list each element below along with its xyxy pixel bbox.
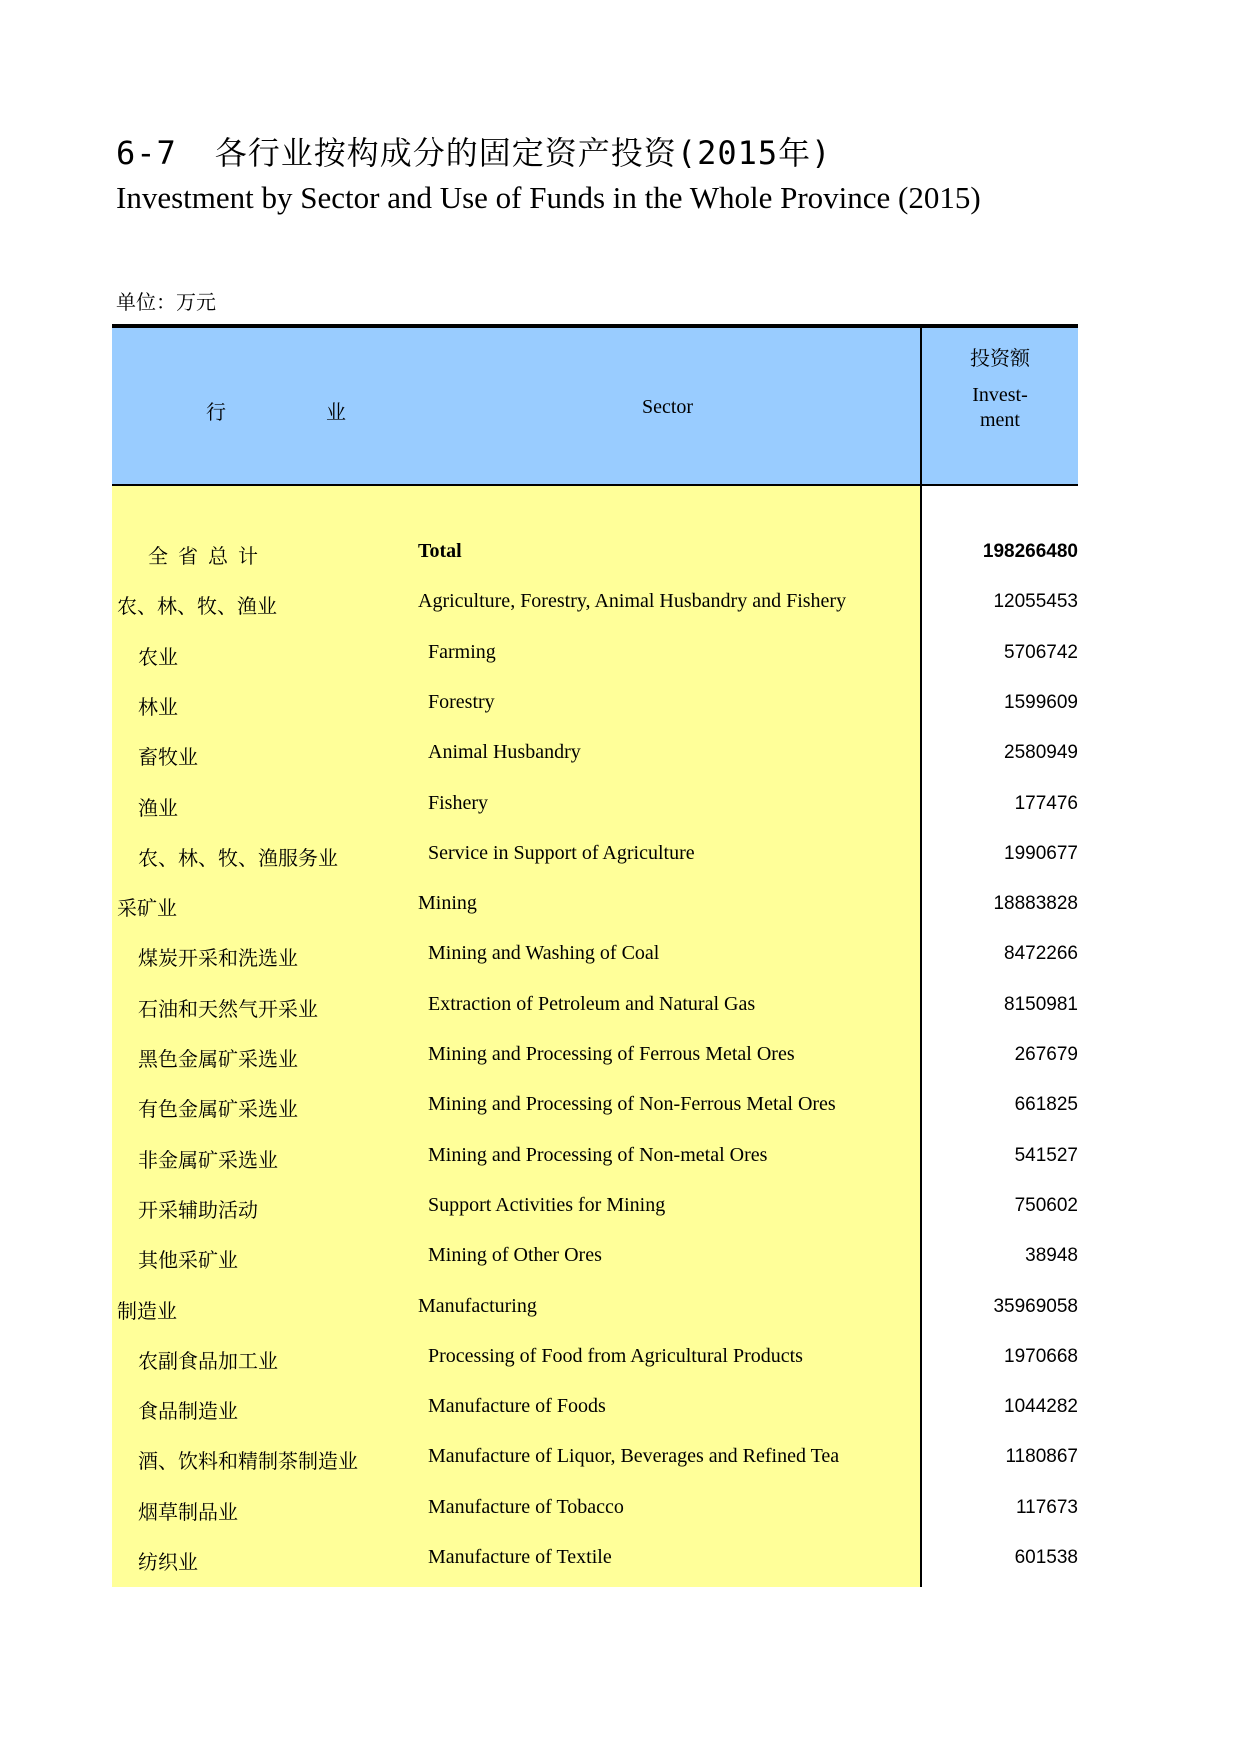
row-investment-value: 1970668	[1004, 1345, 1078, 1367]
row-investment-value: 1990677	[1004, 842, 1078, 864]
row-sector-en: Manufacture of Liquor, Beverages and Refined Tea	[428, 1445, 840, 1468]
header-sector-zh-char1: 行	[206, 400, 226, 424]
row-sector-en: Processing of Food from Agricultural Products	[428, 1344, 803, 1367]
row-investment-value: 5706742	[1004, 641, 1078, 663]
row-sector-en: Fishery	[428, 791, 488, 814]
table-row	[112, 1085, 1078, 1125]
row-investment-value: 1599609	[1004, 691, 1078, 713]
row-sector-zh: 全省总计	[148, 544, 268, 568]
row-sector-en: Manufacture of Tobacco	[428, 1495, 624, 1518]
table-row	[112, 683, 1078, 723]
row-sector-zh: 农、林、牧、渔服务业	[138, 845, 338, 870]
row-sector-zh: 烟草制品业	[138, 1499, 238, 1524]
row-sector-zh: 采矿业	[117, 896, 177, 921]
table-row	[112, 1387, 1078, 1427]
row-investment-value: 117673	[1016, 1496, 1078, 1518]
row-sector-zh: 农业	[138, 644, 178, 669]
row-investment-value: 750602	[1014, 1194, 1078, 1216]
row-sector-en: Mining and Processing of Non-Ferrous Metal Ores	[428, 1093, 836, 1116]
page-title-en: Investment by Sector and Use of Funds in the Whole Province (2015)	[116, 180, 981, 215]
row-sector-zh: 非金属矿采选业	[138, 1147, 278, 1172]
row-sector-en: Total	[418, 540, 462, 562]
row-investment-value: 601538	[1014, 1547, 1078, 1568]
row-investment-value: 198266480	[982, 541, 1078, 562]
row-investment-value: 2580949	[1004, 742, 1078, 764]
row-sector-en: Forestry	[428, 690, 495, 713]
header-investment-zh: 投资额	[970, 346, 1030, 370]
row-investment-value: 177476	[1014, 792, 1078, 814]
table-header	[112, 324, 1078, 486]
row-sector-zh: 黑色金属矿采选业	[138, 1047, 298, 1071]
header-sector-zh	[206, 396, 346, 425]
table-row	[112, 1437, 1078, 1477]
row-sector-zh: 开采辅助活动	[138, 1197, 258, 1222]
table-row	[112, 834, 1078, 874]
table-row	[112, 934, 1078, 974]
row-sector-zh: 酒、饮料和精制茶制造业	[138, 1449, 358, 1474]
row-sector-en: Support Activities for Mining	[428, 1193, 666, 1216]
row-investment-value: 1044282	[1004, 1396, 1078, 1418]
row-sector-zh: 煤炭开采和洗选业	[138, 946, 298, 971]
row-investment-value: 12055453	[993, 591, 1078, 613]
row-sector-zh: 农、林、牧、渔业	[117, 594, 277, 619]
table-row	[112, 1136, 1078, 1176]
table-row	[112, 1035, 1078, 1075]
row-investment-value: 267679	[1014, 1044, 1078, 1065]
header-sector-en: Sector	[642, 396, 694, 418]
row-sector-en: Agriculture, Forestry, Animal Husbandry and Fishery	[418, 590, 847, 613]
table-row	[112, 1236, 1078, 1276]
header-sector-zh-char2: 业	[326, 400, 346, 424]
row-sector-en: Manufacture of Textile	[428, 1546, 612, 1568]
row-sector-zh: 渔业	[138, 795, 178, 820]
header-investment-en-line1: Invest-	[972, 384, 1028, 406]
table-row	[112, 532, 1078, 572]
column-divider	[920, 324, 922, 1587]
title-zh-text: 各行业按构成分的固定资产投资(2015年)	[214, 134, 832, 172]
row-investment-value: 661825	[1014, 1094, 1078, 1116]
row-sector-en: Farming	[428, 640, 496, 663]
row-sector-zh: 农副食品加工业	[138, 1348, 278, 1373]
row-sector-en: Service in Support of Agriculture	[428, 841, 695, 864]
table-row	[112, 582, 1078, 622]
header-investment-en	[922, 383, 1078, 433]
row-sector-en: Mining and Processing of Non-metal Ores	[428, 1143, 768, 1166]
table-row	[112, 733, 1078, 773]
row-sector-zh: 林业	[138, 694, 178, 719]
row-sector-zh: 石油和天然气开采业	[138, 996, 318, 1021]
row-investment-value: 1180867	[1005, 1446, 1078, 1468]
table-row	[112, 1287, 1078, 1327]
page-title-zh	[116, 128, 831, 174]
table-row	[112, 1186, 1078, 1226]
row-sector-zh: 畜牧业	[138, 745, 198, 770]
table-number: 6-7	[116, 134, 177, 172]
table-row	[112, 633, 1078, 673]
row-investment-value: 35969058	[993, 1295, 1078, 1317]
row-sector-zh: 纺织业	[138, 1550, 198, 1574]
row-sector-en: Mining and Processing of Ferrous Metal Ores	[428, 1043, 795, 1065]
table-row	[112, 1488, 1078, 1528]
row-investment-value: 38948	[1025, 1245, 1078, 1267]
row-sector-en: Animal Husbandry	[428, 741, 581, 764]
table-row	[112, 784, 1078, 824]
table-body	[112, 486, 1078, 1587]
row-sector-en: Mining of Other Ores	[428, 1244, 602, 1267]
table-row	[112, 884, 1078, 924]
row-sector-en: Mining	[418, 892, 477, 915]
row-sector-en: Mining and Washing of Coal	[428, 942, 660, 965]
row-sector-en: Extraction of Petroleum and Natural Gas	[428, 992, 756, 1015]
row-sector-zh: 有色金属矿采选业	[138, 1097, 298, 1122]
table-row	[112, 1337, 1078, 1377]
row-sector-zh: 其他采矿业	[138, 1248, 238, 1273]
row-sector-zh: 食品制造业	[138, 1399, 238, 1424]
investment-table	[112, 324, 1078, 1587]
row-sector-en: Manufacturing	[418, 1294, 537, 1317]
row-sector-en: Manufacture of Foods	[428, 1395, 606, 1418]
header-investment-en-line2: ment	[980, 409, 1020, 431]
row-investment-value: 8150981	[1004, 993, 1078, 1015]
table-row	[112, 985, 1078, 1025]
row-investment-value: 541527	[1014, 1144, 1078, 1166]
row-investment-value: 18883828	[993, 893, 1078, 915]
table-row	[112, 1538, 1078, 1578]
row-sector-zh: 制造业	[117, 1298, 177, 1323]
unit-label: 单位：万元	[116, 290, 216, 314]
row-investment-value: 8472266	[1004, 943, 1078, 965]
